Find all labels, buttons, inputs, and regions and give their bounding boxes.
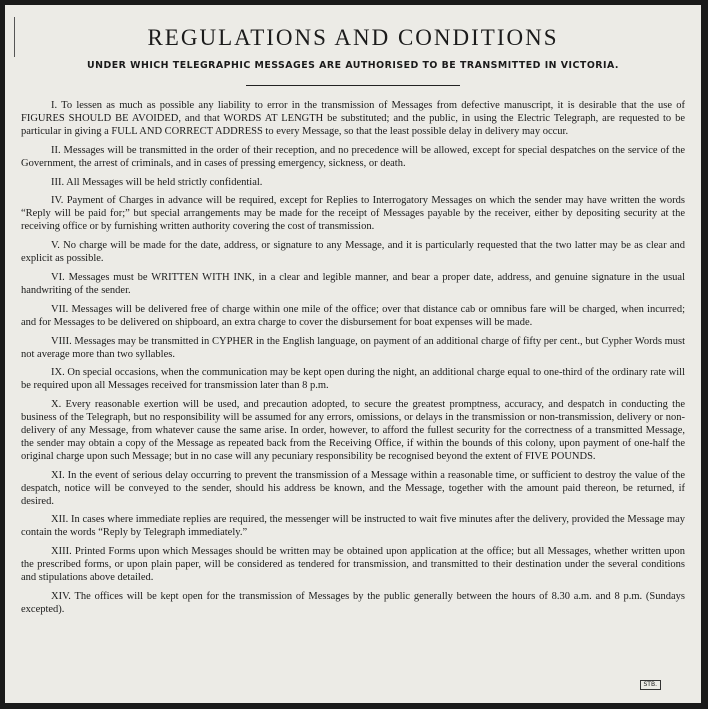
- regulation-12: XII. In cases where immediate replies are required, the messenger will be instructed to wait five minutes after the delivery, provided the Message may contain the words “Reply by Telegraph immediately.”: [21, 514, 685, 539]
- regulation-8: VIII. Messages may be transmitted in CYPHER in the English language, on payment of an additional charge of fifty per cent., but Cypher Words must not average more than two syllables.: [21, 335, 685, 360]
- document-page: [5, 5, 701, 703]
- ink-mark: [14, 17, 15, 57]
- regulation-14: XIV. The offices will be kept open for the transmission of Messages by the public generally between the hours of 8.30 a.m. and 8 p.m. (Sundays excepted).: [21, 591, 685, 615]
- document-title: REGULATIONS AND CONDITIONS: [147, 25, 559, 50]
- regulation-7: VII. Messages will be delivered free of charge within one mile of the office; over that distance cab or omnibus fare will be charged, when incurred; and for Messages to be delivered on shipboard, an extra charge to cover the disbursement for boat expenses will be made.: [21, 303, 685, 328]
- regulations-list: [21, 100, 685, 617]
- regulation-11: XI. In the event of serious delay occurring to prevent the transmission of a Message within a reasonable time, or sufficient to destroy the value of the despatch, notice will be conveyed to the sender, should his address be known, and the Message, together with the amount paid thereon, be returned, if desired.: [21, 469, 685, 507]
- regulation-1: I. To lessen as much as possible any liability to error in the transmission of Messages from defective manuscript, it is desirable that the use of FIGURES SHOULD BE AVOIDED, and that WORDS AT LENGTH be substituted; and the public, in using the Electric Telegraph, are requested to be particular in giving a FULL AND CORRECT ADDRESS to every Message, so that the least possible delay in delivery may occur.: [21, 100, 685, 137]
- regulation-3: III. All Messages will be held strictly confidential.: [51, 176, 263, 188]
- printer-stamp: STB.: [640, 680, 662, 690]
- regulation-13: XIII. Printed Forms upon which Messages should be written may be obtained upon application at the office; but all Messages, whether written upon the prescribed forms, or upon plain paper, will be considered as tendered for transmission, and transmitted to their destination under the several conditions and stipulations above detailed.: [21, 546, 685, 584]
- regulation-10: X. Every reasonable exertion will be used, and precaution adopted, to secure the greatest promptness, accuracy, and despatch in conducting the business of the Telegraph, but no responsibility will be assumed for any errors, omissions, or delays in the transmission or non-transmission, delivery or non-delivery of any Message, from whatever cause the same arise. In order, however, to afford the fullest security for the correctness of a transmitted Message, the sender may obtain a copy of the Message as repeated back from the Receiving Office, if within the bounds of this colony, upon payment of one-half the original charge upon such Message; but in no case will any pecuniary responsibility be recognised beyond the extent of FIVE POUNDS.: [21, 399, 685, 462]
- regulation-5: V. No charge will be made for the date, address, or signature to any Message, and it is particularly requested that the two latter may be as clear and explicit as possible.: [21, 240, 685, 265]
- regulation-2: II. Messages will be transmitted in the order of their reception, and no precedence will be allowed, except for special despatches on the service of the Government, the arrest of criminals, and in cases of pressing emergency, sickness, or death.: [21, 144, 685, 169]
- document-subtitle: UNDER WHICH TELEGRAPHIC MESSAGES ARE AUTHORISED TO BE TRANSMITTED IN VICTORIA.: [87, 60, 619, 71]
- regulation-6: VI. Messages must be WRITTEN WITH INK, in a clear and legible manner, and bear a proper date, address, and genuine signature in the usual handwriting of the sender.: [21, 271, 685, 296]
- regulation-4: IV. Payment of Charges in advance will be required, except for Replies to Interrogatory Messages on which the sender may have written the words “Reply will be paid for;” but special arrangements may be made for the receipt of Messages payable by the receiver, either by depositing security at the receiving office or by furnishing written authority covering the cost of transmission.: [21, 195, 685, 233]
- regulation-9: IX. On special occasions, when the communication may be kept open during the night, an additional charge equal to one-third of the ordinary rate will be required upon all Messages received for transmission later than 8 p.m.: [21, 367, 685, 392]
- title-divider: [246, 85, 460, 86]
